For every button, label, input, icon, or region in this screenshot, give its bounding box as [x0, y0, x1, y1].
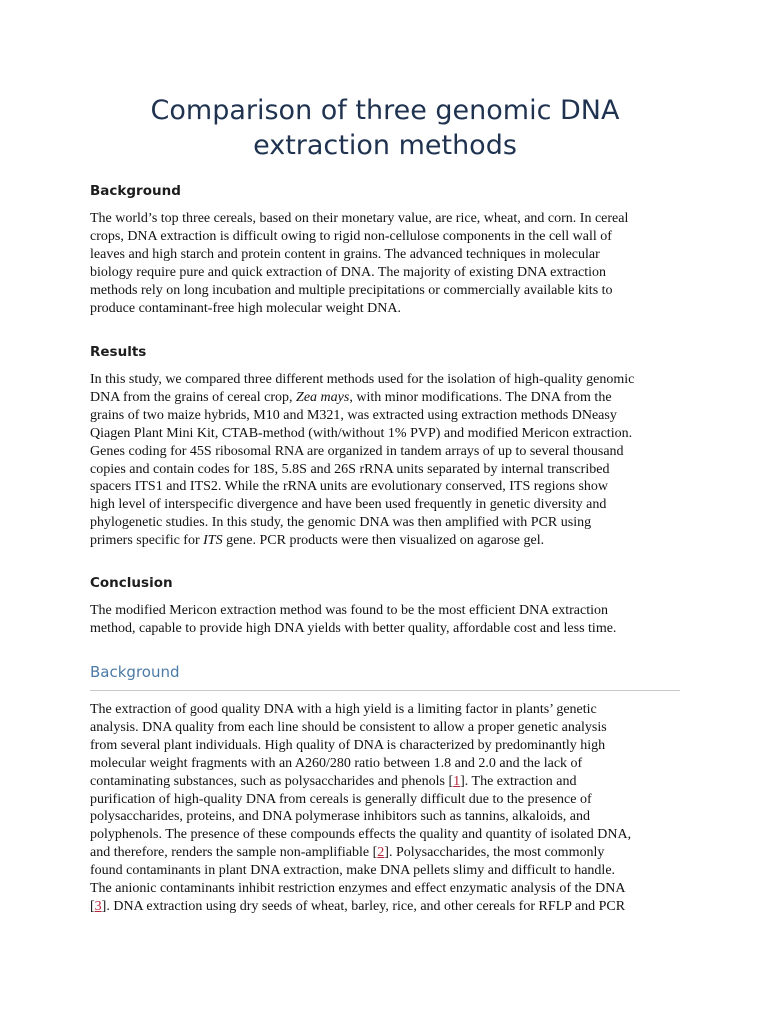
text-line: Qiagen Plant Mini Kit, CTAB-method (with/without 1% PVP) and modified Mericon extraction. — [90, 425, 633, 441]
text-segment: ]. The extraction and — [460, 773, 577, 789]
text-line: from several plant individuals. High quality of DNA is characterized by predominantly high — [90, 737, 606, 753]
text-segment: DNA from the grains of cereal crop, — [90, 389, 297, 405]
abstract-background-heading: Background — [90, 183, 181, 199]
text-line: analysis. DNA quality from each line should be consistent to allow a proper genetic analysis — [90, 719, 607, 735]
text-line: purification of high-quality DNA from cereals is generally difficult due to the presence of — [90, 791, 592, 807]
text-line: spacers ITS1 and ITS2. While the rRNA units are evolutionary conserved, ITS regions show — [90, 479, 609, 495]
text-segment: [ — [90, 898, 95, 914]
text-line — [90, 898, 690, 916]
text-line — [90, 773, 690, 791]
text-segment: gene. PCR products were then visualized on agarose gel. — [222, 533, 545, 549]
abstract-conclusion-text — [90, 602, 690, 638]
text-line: The extraction of good quality DNA with a high yield is a limiting factor in plants’ genetic — [90, 702, 597, 717]
text-segment: primers specific for — [90, 533, 204, 549]
text-line: The modified Mericon extraction method was found to be the most efficient DNA extraction — [90, 603, 608, 618]
gene-name: ITS — [203, 533, 223, 549]
page-title: Comparison of three genomic DNA extraction methods — [150, 95, 620, 161]
section-background-text — [90, 701, 690, 916]
text-line: crops, DNA extraction is difficult owing to rigid non-cellulose components in the cell wall of — [90, 228, 612, 244]
text-line: methods rely on long incubation and multiple precipitations or commercially available kits to — [90, 282, 613, 298]
species-name: Zea mays — [296, 389, 350, 405]
abstract-conclusion-heading: Conclusion — [90, 575, 173, 591]
reference-link-3[interactable]: 3 — [94, 898, 102, 914]
text-line: polysaccharides, proteins, and DNA polymerase inhibitors such as tannins, alkaloids, and — [90, 809, 591, 825]
text-line: leaves and high starch and protein content in grains. The advanced techniques in molecular — [90, 246, 600, 262]
text-line: molecular weight fragments with an A260/280 ratio between 1.8 and 2.0 and the lack of — [90, 755, 583, 771]
text-line: The anionic contaminants inhibit restriction enzymes and effect enzymatic analysis of the DNA — [90, 881, 626, 897]
text-line: high level of interspecific divergence and have been used frequently in genetic diversity and — [90, 497, 607, 513]
abstract-background-text — [90, 210, 690, 317]
text-line — [90, 532, 690, 550]
text-line: method, capable to provide high DNA yields with better quality, affordable cost and less time. — [90, 620, 617, 636]
text-line: phylogenetic studies. In this study, the genomic DNA was then amplified with PCR using — [90, 515, 592, 531]
text-segment: , with minor modifications. The DNA from the — [349, 389, 612, 405]
text-segment: ]. DNA extraction using dry seeds of wheat, barley, rice, and other cereals for RFLP and PCR — [101, 898, 626, 914]
text-line: In this study, we compared three different methods used for the isolation of high-quality genomic — [90, 372, 635, 387]
text-line — [90, 844, 690, 862]
text-line: found contaminants in plant DNA extraction, make DNA pellets slimy and difficult to handle. — [90, 863, 616, 879]
abstract-results-heading: Results — [90, 344, 147, 360]
text-segment: ]. Polysaccharides, the most commonly — [384, 845, 605, 861]
section-background-heading: Background — [90, 663, 180, 681]
reference-link-1[interactable]: 1 — [453, 773, 461, 789]
text-line — [90, 389, 690, 407]
text-line: Genes coding for 45S ribosomal RNA are organized in tandem arrays of up to several thousand — [90, 443, 624, 459]
text-line: grains of two maize hybrids, M10 and M321, was extracted using extraction methods DNeasy — [90, 407, 617, 423]
text-line: produce contaminant-free high molecular weight DNA. — [90, 300, 402, 316]
text-line: biology require pure and quick extraction of DNA. The majority of existing DNA extraction — [90, 264, 607, 280]
reference-link-2[interactable]: 2 — [377, 845, 385, 861]
text-segment: and therefore, renders the sample non-amplifiable [ — [90, 845, 378, 861]
abstract-results-text — [90, 371, 690, 550]
text-line: The world’s top three cereals, based on their monetary value, are rice, wheat, and corn. In cereal — [90, 211, 629, 226]
section-divider — [90, 690, 680, 691]
text-line: polyphenols. The presence of these compounds effects the quality and quantity of isolated DNA, — [90, 827, 632, 843]
text-line: copies and contain codes for 18S, 5.8S and 26S rRNA units separated by internal transcribed — [90, 461, 610, 477]
text-segment: contaminating substances, such as polysaccharides and phenols [ — [90, 773, 454, 789]
